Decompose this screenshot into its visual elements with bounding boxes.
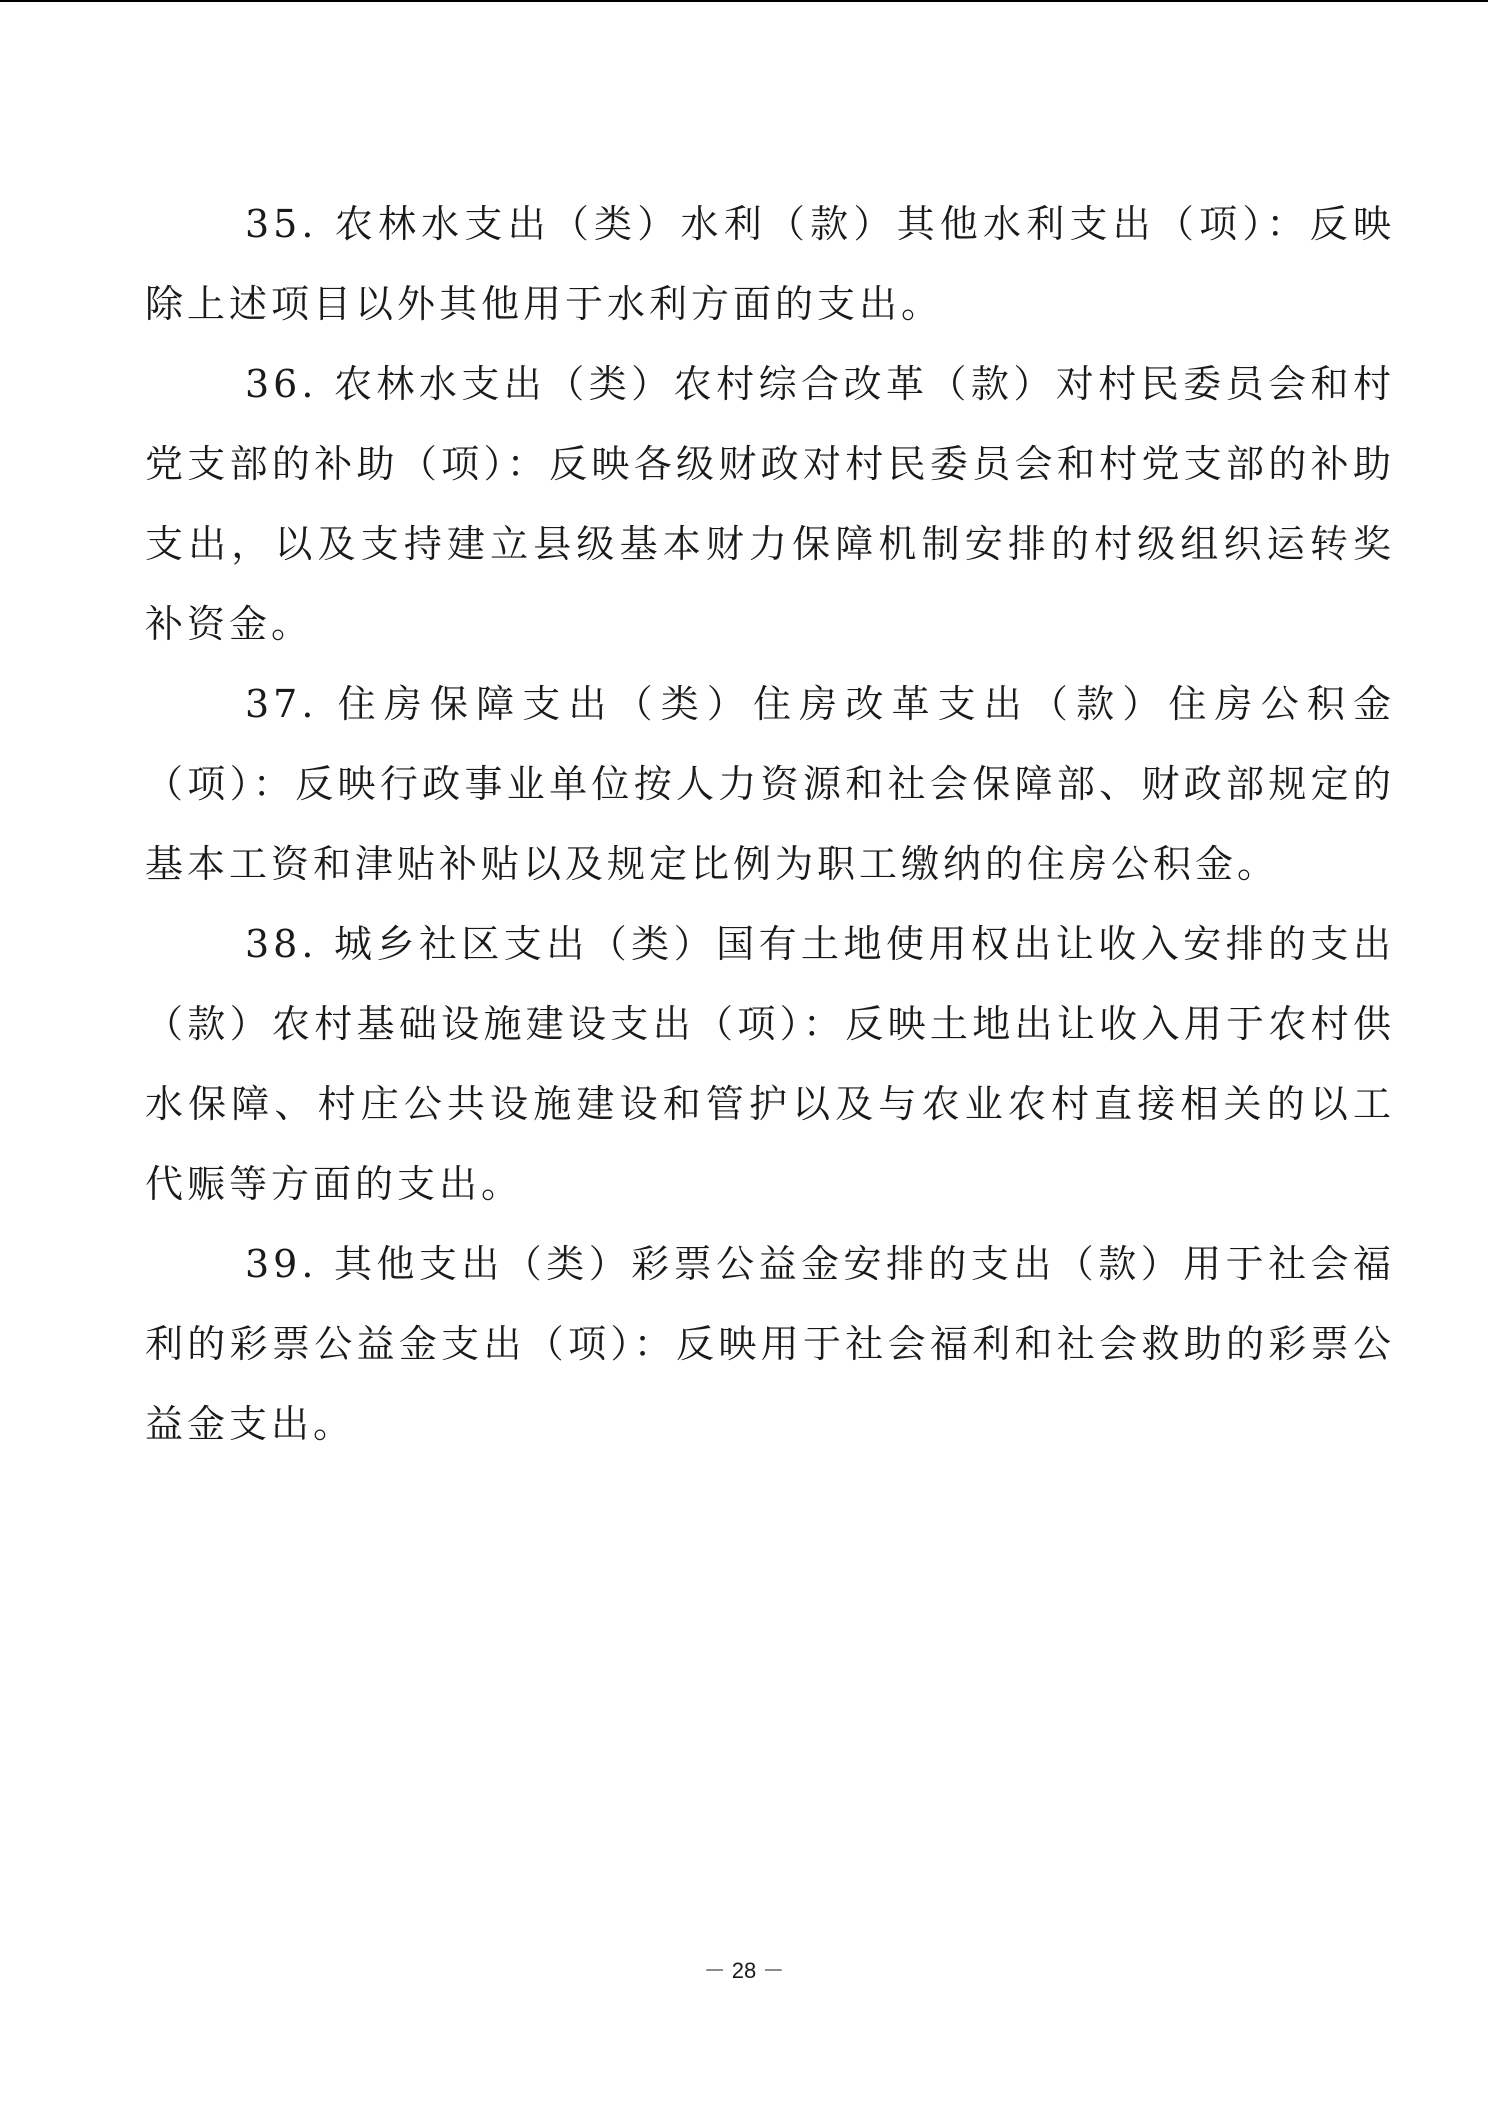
page-number: － 28 － xyxy=(703,1958,785,1983)
paragraph-38: 38. 城乡社区支出（类）国有土地使用权出让收入安排的支出（款）农村基础设施建设支出（项）：反映土地出让收入用于农村供水保障、村庄公共设施建设和管护以及与农业农村直接相关的以工代赈等方面的支出。 xyxy=(145,922,1395,1206)
paragraph-37: 37. 住房保障支出（类）住房改革支出（款）住房公积金（项）：反映行政事业单位按人力资源和社会保障部、财政部规定的 基本工资和津贴补贴以及规定比例为职工缴纳的住房公积金。 xyxy=(145,682,1395,886)
paragraph-39: 39. 其他支出（类）彩票公益金安排的支出（款）用于社会福利的彩票公益金支出（项）：反映用于社会福利和社会救助的彩票公益金支出。 xyxy=(145,1242,1395,1446)
paragraph-36: 36. 农林水支出（类）农村综合改革（款）对村民委员会和村党支部的补助（项）：反映各级财政对村民委员会和村党支部的补助支出，以及支持建立县级基本财力保障机制安排的村级组织运转奖补资金。 xyxy=(145,362,1395,646)
paragraph-35: 35. 农林水支出（类）水利（款）其他水利支出（项）：反映除上述项目以外其他用于水利方面的支出。 xyxy=(145,202,1395,326)
document-body xyxy=(145,184,1395,1464)
